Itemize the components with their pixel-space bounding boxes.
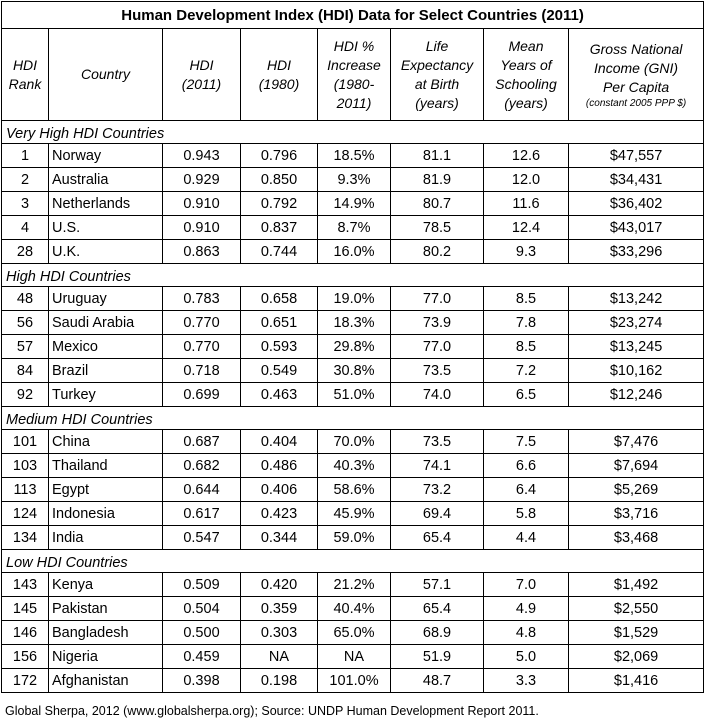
header-line: HDI %: [333, 37, 375, 54]
cell-hdi-increase: 40.3%: [318, 454, 391, 478]
table-title: Human Development Index (HDI) Data for Select Countries (2011): [2, 2, 704, 29]
cell-hdi-1980: 0.463: [241, 383, 318, 407]
table-row: [2, 597, 704, 621]
cell-hdi-rank: 146: [2, 621, 49, 645]
cell-life-expectancy: 65.4: [391, 597, 484, 621]
cell-country: Afghanistan: [49, 669, 163, 693]
section-header-row: [2, 264, 704, 287]
cell-hdi-increase: 51.0%: [318, 383, 391, 407]
section-label: Medium HDI Countries: [2, 407, 704, 430]
cell-hdi-1980: 0.651: [241, 311, 318, 335]
cell-country: Pakistan: [49, 597, 163, 621]
cell-hdi-rank: 84: [2, 359, 49, 383]
cell-hdi-rank: 156: [2, 645, 49, 669]
cell-hdi-rank: 3: [2, 192, 49, 216]
cell-mean-schooling: 5.0: [484, 645, 569, 669]
cell-country: U.K.: [49, 240, 163, 264]
cell-country: Brazil: [49, 359, 163, 383]
cell-hdi-rank: 143: [2, 573, 49, 597]
cell-life-expectancy: 69.4: [391, 502, 484, 526]
cell-gni-per-capita: $7,476: [569, 430, 704, 454]
cell-hdi-increase: 70.0%: [318, 430, 391, 454]
cell-hdi-1980: 0.303: [241, 621, 318, 645]
column-header-hdi-2011: [163, 29, 241, 121]
cell-hdi-1980: 0.792: [241, 192, 318, 216]
cell-hdi-2011: 0.504: [163, 597, 241, 621]
table-row: [2, 192, 704, 216]
cell-gni-per-capita: $47,557: [569, 144, 704, 168]
cell-hdi-2011: 0.699: [163, 383, 241, 407]
cell-life-expectancy: 48.7: [391, 669, 484, 693]
cell-hdi-rank: 2: [2, 168, 49, 192]
cell-hdi-2011: 0.644: [163, 478, 241, 502]
cell-gni-per-capita: $2,550: [569, 597, 704, 621]
cell-hdi-2011: 0.910: [163, 192, 241, 216]
cell-gni-per-capita: $13,245: [569, 335, 704, 359]
footer-source-note: Global Sherpa, 2012 (www.globalsherpa.org); Source: UNDP Human Development Report 2011.: [5, 704, 539, 718]
header-line: Increase: [327, 56, 381, 73]
section-label: Very High HDI Countries: [2, 121, 704, 144]
cell-life-expectancy: 78.5: [391, 216, 484, 240]
cell-hdi-rank: 103: [2, 454, 49, 478]
cell-hdi-2011: 0.547: [163, 526, 241, 550]
header-line: at Birth: [414, 75, 460, 92]
header-line: Life: [425, 37, 449, 54]
cell-hdi-1980: 0.359: [241, 597, 318, 621]
header-line: (years): [415, 94, 459, 111]
cell-hdi-rank: 28: [2, 240, 49, 264]
cell-hdi-increase: 59.0%: [318, 526, 391, 550]
cell-hdi-2011: 0.682: [163, 454, 241, 478]
section-label: Low HDI Countries: [2, 550, 704, 573]
cell-mean-schooling: 7.2: [484, 359, 569, 383]
header-line: Mean: [508, 37, 544, 54]
cell-hdi-2011: 0.783: [163, 287, 241, 311]
cell-mean-schooling: 8.5: [484, 335, 569, 359]
cell-life-expectancy: 73.9: [391, 311, 484, 335]
cell-hdi-increase: 19.0%: [318, 287, 391, 311]
cell-hdi-2011: 0.509: [163, 573, 241, 597]
cell-mean-schooling: 4.4: [484, 526, 569, 550]
cell-hdi-1980: 0.593: [241, 335, 318, 359]
cell-country: Bangladesh: [49, 621, 163, 645]
cell-mean-schooling: 6.5: [484, 383, 569, 407]
cell-hdi-rank: 56: [2, 311, 49, 335]
column-header-country: [49, 29, 163, 121]
section-header-row: [2, 550, 704, 573]
cell-mean-schooling: 9.3: [484, 240, 569, 264]
cell-life-expectancy: 81.1: [391, 144, 484, 168]
table-row: [2, 454, 704, 478]
cell-hdi-increase: 45.9%: [318, 502, 391, 526]
cell-gni-per-capita: $12,246: [569, 383, 704, 407]
cell-mean-schooling: 12.6: [484, 144, 569, 168]
cell-mean-schooling: 7.0: [484, 573, 569, 597]
cell-hdi-increase: 8.7%: [318, 216, 391, 240]
cell-hdi-2011: 0.910: [163, 216, 241, 240]
cell-hdi-2011: 0.770: [163, 311, 241, 335]
cell-mean-schooling: 6.6: [484, 454, 569, 478]
cell-hdi-2011: 0.770: [163, 335, 241, 359]
cell-life-expectancy: 73.2: [391, 478, 484, 502]
cell-hdi-increase: 16.0%: [318, 240, 391, 264]
cell-hdi-rank: 172: [2, 669, 49, 693]
cell-hdi-rank: 4: [2, 216, 49, 240]
cell-country: Turkey: [49, 383, 163, 407]
cell-mean-schooling: 3.3: [484, 669, 569, 693]
cell-hdi-rank: 57: [2, 335, 49, 359]
cell-hdi-1980: 0.344: [241, 526, 318, 550]
cell-hdi-2011: 0.943: [163, 144, 241, 168]
cell-hdi-rank: 92: [2, 383, 49, 407]
cell-mean-schooling: 12.4: [484, 216, 569, 240]
cell-country: India: [49, 526, 163, 550]
table-row: [2, 168, 704, 192]
header-line: 2011): [336, 94, 372, 111]
cell-hdi-1980: 0.406: [241, 478, 318, 502]
cell-gni-per-capita: $34,431: [569, 168, 704, 192]
cell-hdi-rank: 1: [2, 144, 49, 168]
header-line: (2011): [181, 75, 222, 92]
cell-hdi-1980: 0.198: [241, 669, 318, 693]
cell-mean-schooling: 4.8: [484, 621, 569, 645]
table-row: [2, 621, 704, 645]
cell-country: U.S.: [49, 216, 163, 240]
cell-life-expectancy: 74.1: [391, 454, 484, 478]
cell-hdi-2011: 0.718: [163, 359, 241, 383]
cell-hdi-rank: 113: [2, 478, 49, 502]
cell-country: Australia: [49, 168, 163, 192]
cell-country: Norway: [49, 144, 163, 168]
table-row: [2, 430, 704, 454]
cell-life-expectancy: 65.4: [391, 526, 484, 550]
cell-life-expectancy: 73.5: [391, 430, 484, 454]
table-body: [2, 121, 704, 693]
cell-gni-per-capita: $23,274: [569, 311, 704, 335]
cell-hdi-increase: 65.0%: [318, 621, 391, 645]
table-row: [2, 144, 704, 168]
column-header-hdi-rank: [2, 29, 49, 121]
cell-hdi-2011: 0.459: [163, 645, 241, 669]
cell-hdi-2011: 0.500: [163, 621, 241, 645]
cell-life-expectancy: 81.9: [391, 168, 484, 192]
table-row: [2, 383, 704, 407]
cell-hdi-increase: 30.8%: [318, 359, 391, 383]
section-label: High HDI Countries: [2, 264, 704, 287]
cell-gni-per-capita: $13,242: [569, 287, 704, 311]
cell-life-expectancy: 80.7: [391, 192, 484, 216]
cell-hdi-1980: 0.423: [241, 502, 318, 526]
column-header-gni-per-capita: [569, 29, 704, 121]
table-row: [2, 216, 704, 240]
cell-hdi-1980: 0.796: [241, 144, 318, 168]
cell-mean-schooling: 7.8: [484, 311, 569, 335]
cell-gni-per-capita: $36,402: [569, 192, 704, 216]
cell-gni-per-capita: $2,069: [569, 645, 704, 669]
cell-gni-per-capita: $1,529: [569, 621, 704, 645]
table-row: [2, 645, 704, 669]
table-row: [2, 240, 704, 264]
cell-hdi-2011: 0.863: [163, 240, 241, 264]
column-header-mean-schooling: [484, 29, 569, 121]
cell-country: Kenya: [49, 573, 163, 597]
cell-life-expectancy: 73.5: [391, 359, 484, 383]
cell-hdi-rank: 101: [2, 430, 49, 454]
cell-life-expectancy: 74.0: [391, 383, 484, 407]
column-header-hdi-increase: [318, 29, 391, 121]
cell-gni-per-capita: $3,716: [569, 502, 704, 526]
cell-gni-per-capita: $43,017: [569, 216, 704, 240]
header-line: Rank: [8, 75, 42, 92]
cell-hdi-1980: 0.404: [241, 430, 318, 454]
cell-life-expectancy: 77.0: [391, 287, 484, 311]
table-row: [2, 359, 704, 383]
table-row: [2, 573, 704, 597]
cell-hdi-2011: 0.617: [163, 502, 241, 526]
cell-hdi-2011: 0.687: [163, 430, 241, 454]
table-row: [2, 502, 704, 526]
cell-country: Nigeria: [49, 645, 163, 669]
cell-gni-per-capita: $10,162: [569, 359, 704, 383]
cell-hdi-1980: 0.420: [241, 573, 318, 597]
cell-hdi-increase: 21.2%: [318, 573, 391, 597]
cell-hdi-rank: 134: [2, 526, 49, 550]
cell-life-expectancy: 80.2: [391, 240, 484, 264]
cell-hdi-increase: 101.0%: [318, 669, 391, 693]
header-line: HDI: [12, 56, 38, 73]
table-row: [2, 335, 704, 359]
cell-hdi-2011: 0.929: [163, 168, 241, 192]
cell-hdi-1980: 0.486: [241, 454, 318, 478]
cell-country: Indonesia: [49, 502, 163, 526]
cell-hdi-1980: NA: [241, 645, 318, 669]
cell-gni-per-capita: $33,296: [569, 240, 704, 264]
cell-mean-schooling: 11.6: [484, 192, 569, 216]
header-line: (years): [504, 94, 548, 111]
cell-mean-schooling: 12.0: [484, 168, 569, 192]
header-line: HDI: [189, 56, 214, 73]
cell-hdi-1980: 0.744: [241, 240, 318, 264]
table-row: [2, 669, 704, 693]
section-header-row: [2, 121, 704, 144]
header-line: Income (GNI): [594, 59, 679, 76]
header-line: Schooling: [495, 75, 557, 92]
section-header-row: [2, 407, 704, 430]
cell-hdi-1980: 0.549: [241, 359, 318, 383]
cell-hdi-rank: 145: [2, 597, 49, 621]
cell-hdi-1980: 0.850: [241, 168, 318, 192]
cell-hdi-increase: 9.3%: [318, 168, 391, 192]
header-line: (1980): [258, 75, 300, 92]
cell-gni-per-capita: $7,694: [569, 454, 704, 478]
header-line: Expectancy: [400, 56, 474, 73]
cell-gni-per-capita: $1,492: [569, 573, 704, 597]
table-row: [2, 311, 704, 335]
cell-hdi-increase: 29.8%: [318, 335, 391, 359]
table-row: [2, 478, 704, 502]
column-header-life-expectancy: [391, 29, 484, 121]
cell-mean-schooling: 4.9: [484, 597, 569, 621]
cell-hdi-increase: 58.6%: [318, 478, 391, 502]
cell-hdi-rank: 124: [2, 502, 49, 526]
hdi-data-sheet: [1, 1, 703, 718]
header-line: HDI: [266, 56, 292, 73]
cell-country: Egypt: [49, 478, 163, 502]
column-header-row: [2, 29, 704, 121]
column-header-hdi-1980: [241, 29, 318, 121]
cell-country: Uruguay: [49, 287, 163, 311]
cell-life-expectancy: 77.0: [391, 335, 484, 359]
cell-mean-schooling: 5.8: [484, 502, 569, 526]
header-line: Country: [80, 66, 131, 82]
cell-hdi-increase: 18.3%: [318, 311, 391, 335]
cell-country: Saudi Arabia: [49, 311, 163, 335]
cell-hdi-2011: 0.398: [163, 669, 241, 693]
cell-hdi-increase: 18.5%: [318, 144, 391, 168]
header-line: Gross National: [589, 40, 683, 57]
cell-hdi-1980: 0.658: [241, 287, 318, 311]
table-row: [2, 526, 704, 550]
header-line: (1980-: [333, 75, 375, 92]
cell-hdi-increase: 14.9%: [318, 192, 391, 216]
gni-unit-note: (constant 2005 PPP $): [585, 97, 687, 109]
cell-country: Mexico: [49, 335, 163, 359]
header-line: Per Capita: [602, 78, 670, 95]
cell-mean-schooling: 7.5: [484, 430, 569, 454]
cell-life-expectancy: 68.9: [391, 621, 484, 645]
cell-gni-per-capita: $5,269: [569, 478, 704, 502]
cell-hdi-1980: 0.837: [241, 216, 318, 240]
cell-mean-schooling: 6.4: [484, 478, 569, 502]
table-row: [2, 287, 704, 311]
cell-life-expectancy: 51.9: [391, 645, 484, 669]
cell-country: Netherlands: [49, 192, 163, 216]
hdi-table: [1, 1, 704, 693]
cell-country: Thailand: [49, 454, 163, 478]
cell-mean-schooling: 8.5: [484, 287, 569, 311]
cell-country: China: [49, 430, 163, 454]
cell-hdi-increase: 40.4%: [318, 597, 391, 621]
cell-life-expectancy: 57.1: [391, 573, 484, 597]
cell-hdi-increase: NA: [318, 645, 391, 669]
header-line: Years of: [500, 56, 552, 73]
cell-hdi-rank: 48: [2, 287, 49, 311]
cell-gni-per-capita: $3,468: [569, 526, 704, 550]
cell-gni-per-capita: $1,416: [569, 669, 704, 693]
